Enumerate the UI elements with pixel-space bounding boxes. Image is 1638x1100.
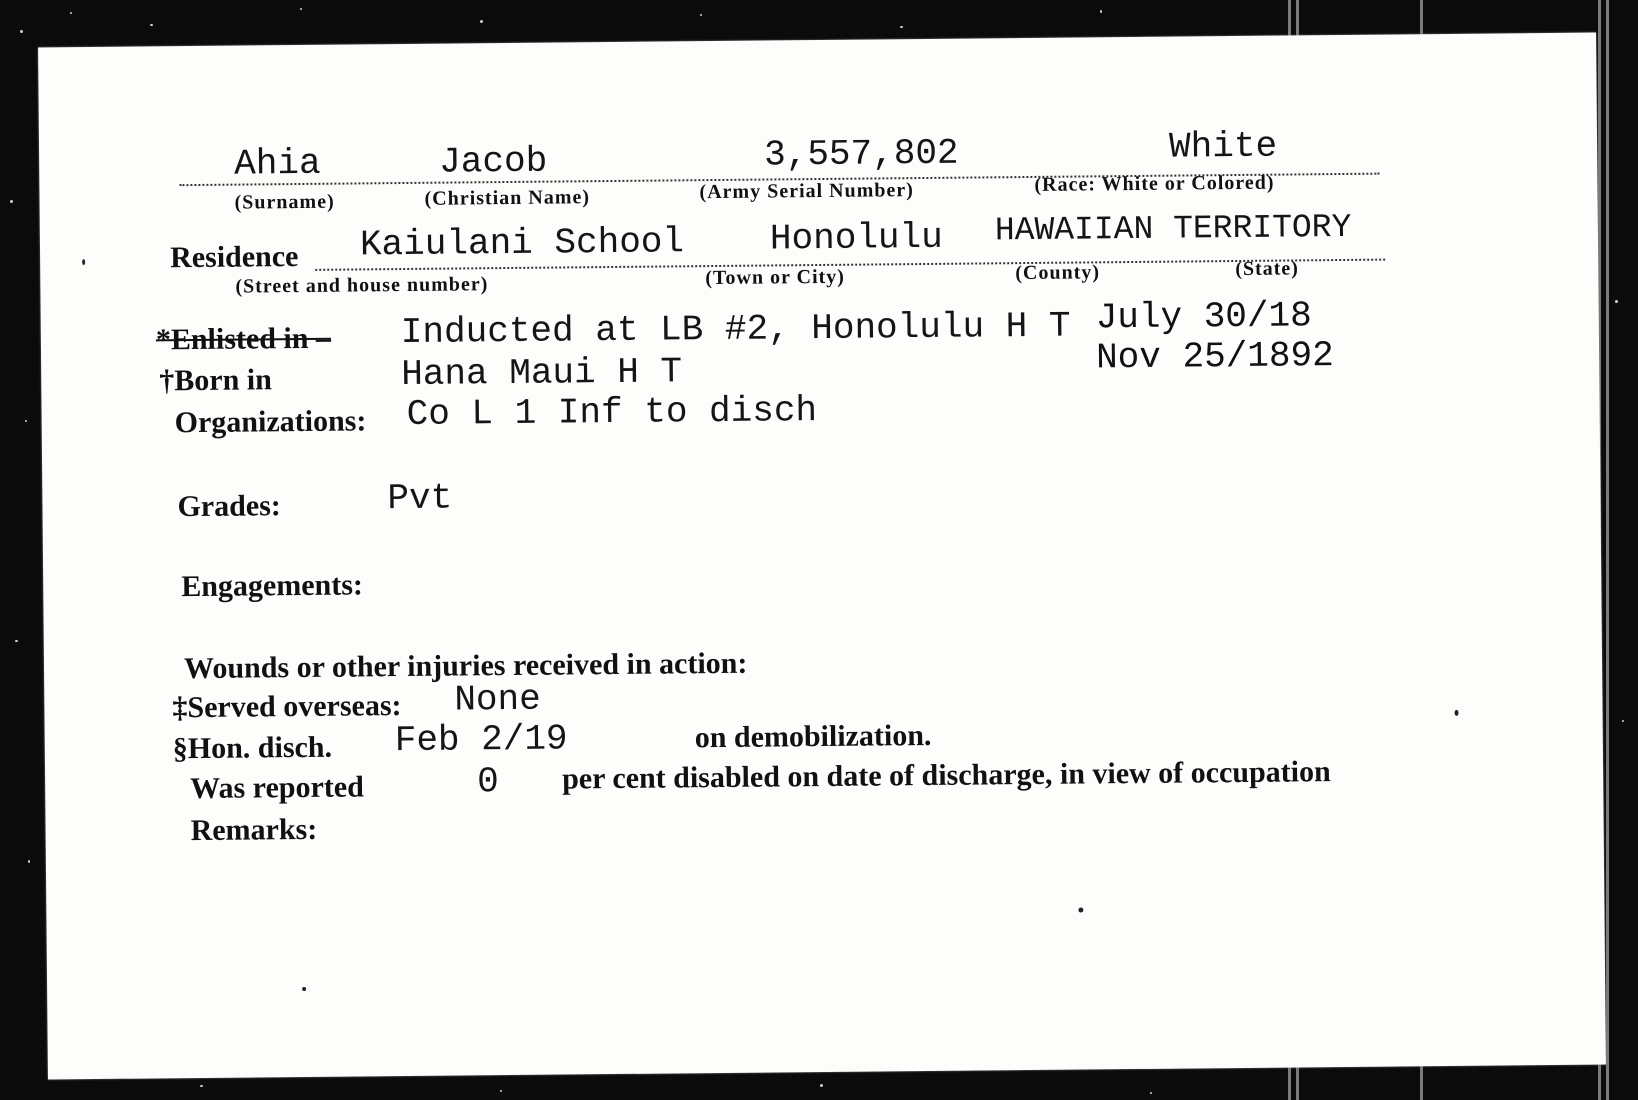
grades-value: Pvt: [387, 477, 453, 520]
scan-speckle: [900, 26, 903, 28]
scan-speckle: [500, 1090, 502, 1092]
enlisted-label: *Enlisted in –: [155, 321, 332, 357]
honorable-discharge-value: Feb 2/19: [394, 718, 568, 762]
enlisted-value: Inducted at LB #2, Honolulu H T: [400, 305, 1071, 354]
scan-speckle: [10, 200, 13, 203]
card-speck: [1455, 710, 1459, 716]
scan-speckle: [15, 640, 18, 642]
residence-county-state-value: HAWAIIAN TERRITORY: [994, 208, 1352, 250]
scan-speckle: [480, 20, 483, 23]
scan-speckle: [300, 8, 302, 10]
surname-value: Ahia: [234, 142, 321, 185]
residence-street-value: Kaiulani School: [359, 221, 685, 266]
card-speck: [1078, 908, 1083, 913]
organizations-value: Co L 1 Inf to disch: [406, 390, 818, 435]
disability-label: Was reported: [190, 770, 364, 806]
residence-town-value: Honolulu: [769, 216, 943, 260]
scan-speckle: [70, 12, 72, 14]
disability-suffix: per cent disabled on date of discharge, in view of occupation: [561, 755, 1331, 796]
state-caption: (State): [1235, 257, 1300, 281]
scan-speckle: [150, 24, 153, 26]
county-caption: (County): [1015, 261, 1101, 285]
christian-name-value: Jacob: [439, 140, 548, 183]
organizations-label: Organizations:: [174, 404, 367, 440]
race-value: White: [1168, 125, 1278, 168]
born-label: †Born in: [159, 363, 272, 398]
born-value: Hana Maui H T: [401, 351, 683, 396]
card-speck: [302, 987, 306, 991]
served-overseas-label: ‡Served overseas:: [172, 689, 402, 725]
scan-speckle: [1100, 10, 1102, 13]
discharge-suffix: on demobilization.: [694, 718, 932, 755]
disability-value: 0: [476, 761, 499, 803]
scan-speckle: [20, 30, 23, 33]
christian-name-caption: (Christian Name): [424, 186, 591, 210]
residence-label: Residence: [169, 240, 299, 275]
card-speck: [82, 259, 85, 265]
engagements-label: Engagements:: [181, 568, 364, 604]
scan-speckle: [1150, 1092, 1152, 1094]
wounds-label: Wounds or other injuries received in action:: [183, 646, 748, 686]
street-caption: (Street and house number): [235, 273, 489, 298]
born-date: Nov 25/1892: [1095, 335, 1334, 379]
scan-edge-line: [1606, 0, 1609, 1100]
race-caption: (Race: White or Colored): [1034, 171, 1275, 196]
scan-speckle: [700, 14, 702, 16]
scan-speckle: [25, 420, 27, 422]
honorable-discharge-label: §Hon. disch.: [172, 730, 333, 766]
scan-speckle: [820, 1084, 823, 1087]
scan-speckle: [1622, 720, 1624, 722]
town-caption: (Town or City): [705, 265, 846, 290]
enlisted-date: July 30/18: [1095, 295, 1312, 339]
scan-speckle: [28, 860, 30, 863]
grades-label: Grades:: [177, 489, 281, 524]
surname-caption: (Surname): [234, 190, 335, 214]
scan-speckle: [200, 1085, 203, 1087]
scan-speckle: [1615, 300, 1618, 303]
serial-number-caption: (Army Serial Number): [699, 179, 915, 204]
service-record-card: [38, 33, 1606, 1080]
remarks-label: Remarks:: [190, 812, 318, 848]
served-overseas-value: None: [454, 678, 541, 721]
serial-number-value: 3,557,802: [763, 132, 959, 176]
